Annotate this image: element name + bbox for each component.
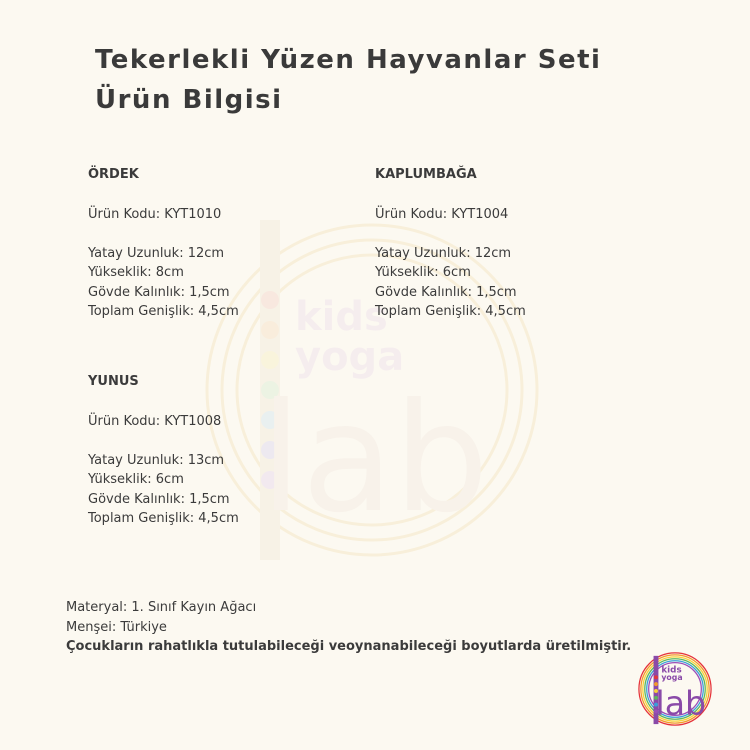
spec-height: Yükseklik: 8cm: [88, 265, 184, 280]
origin-text: Menşei: Türkiye: [66, 619, 167, 635]
spec-thickness: Gövde Kalınlık: 1,5cm: [88, 491, 230, 507]
title-line-1: Tekerlekli Yüzen Hayvanlar Seti: [95, 45, 602, 75]
footer-info: [66, 598, 631, 657]
product-name: ÖRDEK: [88, 167, 139, 182]
spec-width: Toplam Genişlik: 4,5cm: [88, 304, 239, 319]
material-text: Materyal: 1. Sınıf Kayın Ağacı: [66, 600, 257, 615]
svg-text:yoga: yoga: [661, 673, 683, 683]
product-name: KAPLUMBAĞA: [375, 167, 477, 182]
product-code: Ürün Kodu: KYT1004: [375, 206, 509, 222]
spec-width: Toplam Genişlik: 4,5cm: [375, 304, 526, 319]
spec-thickness: Gövde Kalınlık: 1,5cm: [88, 284, 230, 300]
brand-logo: [636, 650, 714, 728]
product-block-ordek: [88, 165, 239, 322]
svg-text:kids: kids: [295, 294, 388, 340]
product-name: YUNUS: [88, 374, 139, 389]
page-title: [95, 40, 601, 120]
product-code: Ürün Kodu: KYT1010: [88, 206, 222, 222]
svg-text:yoga: yoga: [295, 334, 405, 380]
spec-thickness: Gövde Kalınlık: 1,5cm: [375, 284, 517, 300]
svg-text:lab: lab: [260, 372, 489, 546]
spec-length: Yatay Uzunluk: 13cm: [88, 452, 225, 468]
svg-text:lab: lab: [655, 683, 707, 723]
spec-length: Yatay Uzunluk: 12cm: [375, 245, 512, 261]
svg-text:kids: kids: [661, 665, 682, 676]
title-line-2: Ürün Bilgisi: [95, 85, 283, 115]
product-code: Ürün Kodu: KYT1008: [88, 413, 222, 429]
spec-height: Yükseklik: 6cm: [88, 472, 184, 487]
spec-length: Yatay Uzunluk: 12cm: [88, 245, 225, 261]
product-block-kaplumbaga: [375, 165, 526, 322]
size-note: Çocukların rahatlıkla tutulabileceği veoynanabileceği boyutlarda üretilmiştir.: [66, 639, 632, 654]
spec-height: Yükseklik: 6cm: [375, 265, 471, 280]
product-block-yunus: [88, 372, 239, 529]
spec-width: Toplam Genişlik: 4,5cm: [88, 511, 239, 526]
